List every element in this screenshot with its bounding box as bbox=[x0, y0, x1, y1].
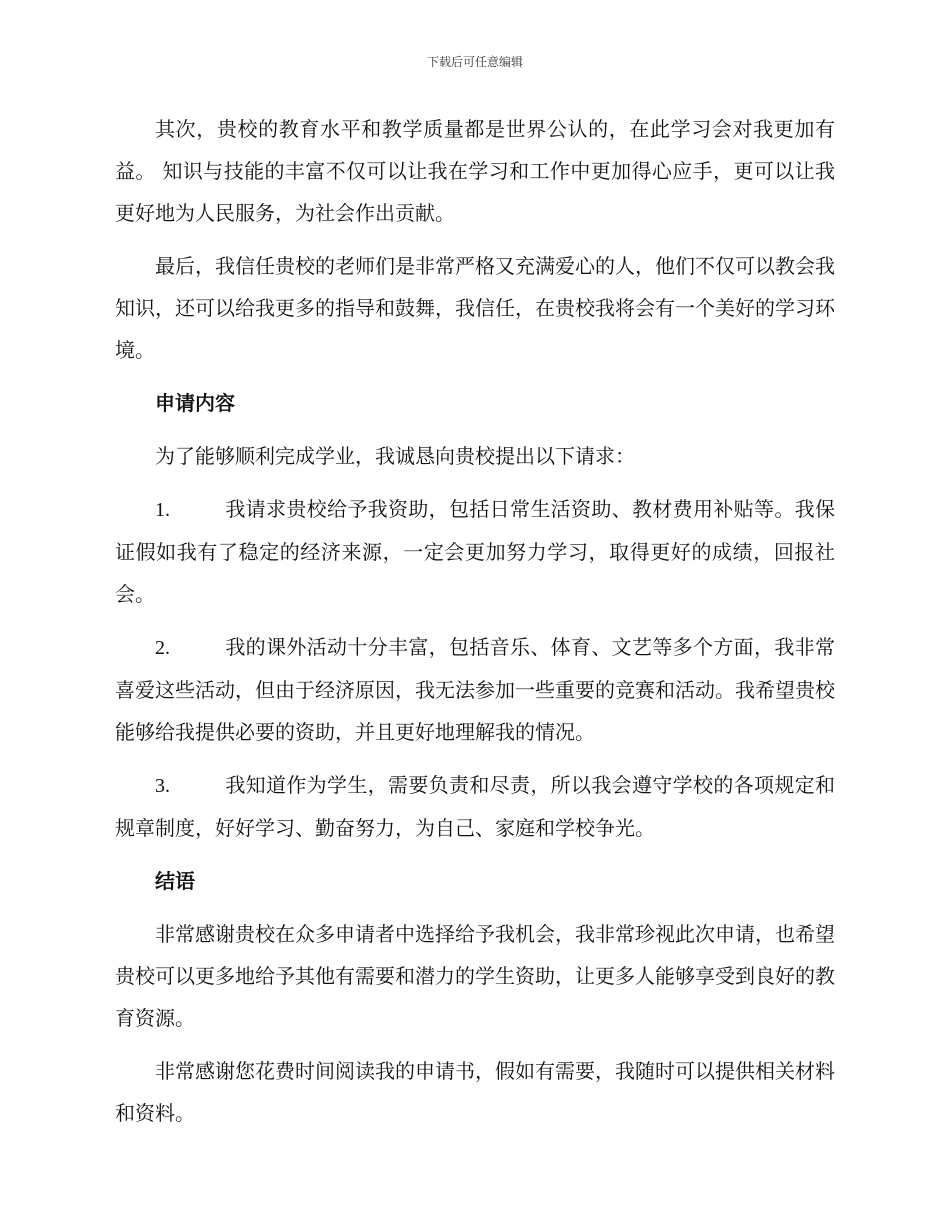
request-item-3 bbox=[115, 764, 835, 849]
paragraph-closing: 非常感谢您花费时间阅读我的申请书，假如有需要，我随时可以提供相关材料和资料。 bbox=[115, 1059, 835, 1125]
section-heading-conclusion: 结语 bbox=[155, 869, 195, 893]
section-heading-application: 申请内容 bbox=[155, 391, 235, 415]
paragraph-thanks: 非常感谢贵校在众多申请者中选择给予我机会，我非常珍视此次申请，也希望贵校可以更多地给予其他有需要和潜力的学生资助，让更多人能够享受到良好的教育资源。 bbox=[115, 922, 835, 1030]
paragraph-request-intro: 为了能够顺利完成学业，我诚恳向贵校提出以下请求： bbox=[155, 444, 635, 468]
request-item-number: 2. bbox=[155, 637, 170, 659]
request-item-text: 我请求贵校给予我资助，包括日常生活资助、教材费用补贴等。我保证假如我有了稳定的经济来源，一定会更加努力学习，取得更好的成绩，回报社会。 bbox=[115, 497, 835, 606]
request-item-1 bbox=[115, 488, 835, 615]
page-header-note: 下载后可任意编辑 bbox=[426, 55, 523, 69]
request-item-number: 3. bbox=[155, 775, 170, 797]
paragraph-reason-quality: 其次，贵校的教育水平和教学质量都是世界公认的，在此学习会对我更加有益。 知识与技能的丰富不仅可以让我在学习和工作中更加得心应手，更可以让我更好地为人民服务，为社会作出贡献。 bbox=[115, 117, 835, 225]
request-item-2 bbox=[115, 626, 835, 753]
request-item-text: 我知道作为学生，需要负责和尽责，所以我会遵守学校的各项规定和规章制度，好好学习、勤奋努力，为自己、家庭和学校争光。 bbox=[115, 773, 835, 840]
document-body bbox=[115, 108, 835, 1145]
request-item-number: 1. bbox=[155, 499, 170, 521]
paragraph-reason-teachers: 最后，我信任贵校的老师们是非常严格又充满爱心的人，他们不仅可以教会我知识，还可以给我更多的指导和鼓舞，我信任，在贵校我将会有一个美好的学习环境。 bbox=[115, 254, 835, 362]
request-item-text: 我的课外活动十分丰富，包括音乐、体育、文艺等多个方面，我非常喜爱这些活动，但由于经济原因，我无法参加一些重要的竞赛和活动。我希望贵校能够给我提供必要的资助，并且更好地理解我的情况。 bbox=[115, 635, 835, 744]
